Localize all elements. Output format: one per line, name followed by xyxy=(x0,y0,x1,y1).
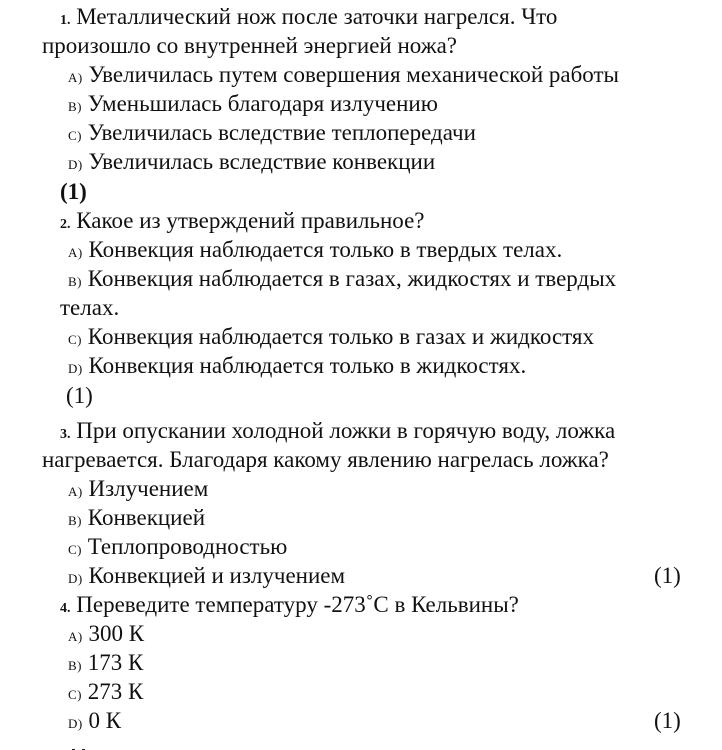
question-3-score: (1) xyxy=(654,563,681,588)
option-text: Конвекцией и излучением xyxy=(88,563,346,588)
q4-option-c[interactable] xyxy=(68,677,143,709)
cropped-text-bottom xyxy=(70,742,110,750)
q1-option-a[interactable] xyxy=(68,60,619,92)
q1-option-b[interactable] xyxy=(68,89,438,121)
question-4-score: (1) xyxy=(654,708,681,733)
option-letter: A) xyxy=(68,629,83,644)
question-1-number: 1. xyxy=(60,13,71,28)
option-text: 300 К xyxy=(88,621,145,646)
question-2-score: (1) xyxy=(66,383,93,408)
q2-option-b-continuation: телах. xyxy=(60,295,120,320)
option-letter: C) xyxy=(68,687,82,702)
option-text: Конвекция наблюдается только в газах и жидкостях xyxy=(87,324,594,349)
option-text: Конвекция наблюдается только в твердых телах. xyxy=(88,237,563,262)
option-text: Увеличилась вследствие конвекции xyxy=(88,149,436,174)
question-1-text-2: произошло со внутренней энергией ножа? xyxy=(42,33,457,58)
question-4-number: 4. xyxy=(60,601,71,616)
option-letter: D) xyxy=(68,716,83,731)
option-text: Уменьшилась благодаря излучению xyxy=(87,91,438,116)
question-2-text-1: Какое из утверждений правильное? xyxy=(76,208,425,233)
question-1-line-2 xyxy=(42,31,457,60)
option-text: Теплопроводностью xyxy=(87,534,288,559)
option-letter: C) xyxy=(68,128,82,143)
q1-option-d[interactable] xyxy=(68,147,435,179)
question-3-number: 3. xyxy=(60,427,71,442)
q4-option-d[interactable] xyxy=(68,706,121,738)
q3-option-c[interactable] xyxy=(68,532,287,564)
option-text: Увеличилась путем совершения механической работы xyxy=(88,62,619,87)
option-letter: D) xyxy=(68,571,83,586)
option-letter: A) xyxy=(68,245,83,260)
option-letter: A) xyxy=(68,484,83,499)
option-letter: C) xyxy=(68,542,82,557)
option-letter: C) xyxy=(68,332,82,347)
option-letter: B) xyxy=(68,658,82,673)
option-text: Конвекцией xyxy=(87,505,205,530)
q4-option-a[interactable] xyxy=(68,619,144,651)
option-letter: D) xyxy=(68,361,83,376)
option-text: Увеличилась вследствие теплопередачи xyxy=(87,120,476,145)
option-text: Конвекция наблюдается в газах, жидкостях и твердых xyxy=(87,266,617,291)
q2-option-c[interactable] xyxy=(68,322,594,354)
option-text: 0 К xyxy=(88,708,122,733)
option-letter: B) xyxy=(68,274,82,289)
question-3-line-2 xyxy=(42,445,609,474)
question-3-text-2: нагревается. Благодаря какому явлению нагрелась ложка? xyxy=(42,447,609,472)
question-2-number: 2. xyxy=(60,217,71,232)
option-letter: B) xyxy=(68,513,82,528)
q2-option-a[interactable] xyxy=(68,235,562,267)
q2-option-d[interactable] xyxy=(68,351,526,383)
option-letter: A) xyxy=(68,70,83,85)
q3-option-a[interactable] xyxy=(68,474,208,506)
question-1-text-1: Металлический нож после заточки нагрелся. Что xyxy=(76,4,558,29)
option-text: Излучением xyxy=(88,476,209,501)
question-4-text-1: Переведите температуру -273˚С в Кельвины? xyxy=(76,592,519,617)
q1-option-c[interactable] xyxy=(68,118,476,150)
q4-option-b[interactable] xyxy=(68,648,143,680)
option-letter: D) xyxy=(68,157,83,172)
option-text: 173 К xyxy=(87,650,144,675)
option-text: Конвекция наблюдается только в жидкостях. xyxy=(88,353,527,378)
option-text: 273 К xyxy=(87,679,144,704)
question-1-score: (1) xyxy=(60,179,87,204)
q2-option-b[interactable] xyxy=(68,264,616,296)
option-letter: B) xyxy=(68,99,82,114)
q3-option-b[interactable] xyxy=(68,503,205,535)
q3-option-d[interactable] xyxy=(68,561,345,593)
question-3-text-1: При опускании холодной ложки в горячую воду, ложка xyxy=(76,418,616,443)
